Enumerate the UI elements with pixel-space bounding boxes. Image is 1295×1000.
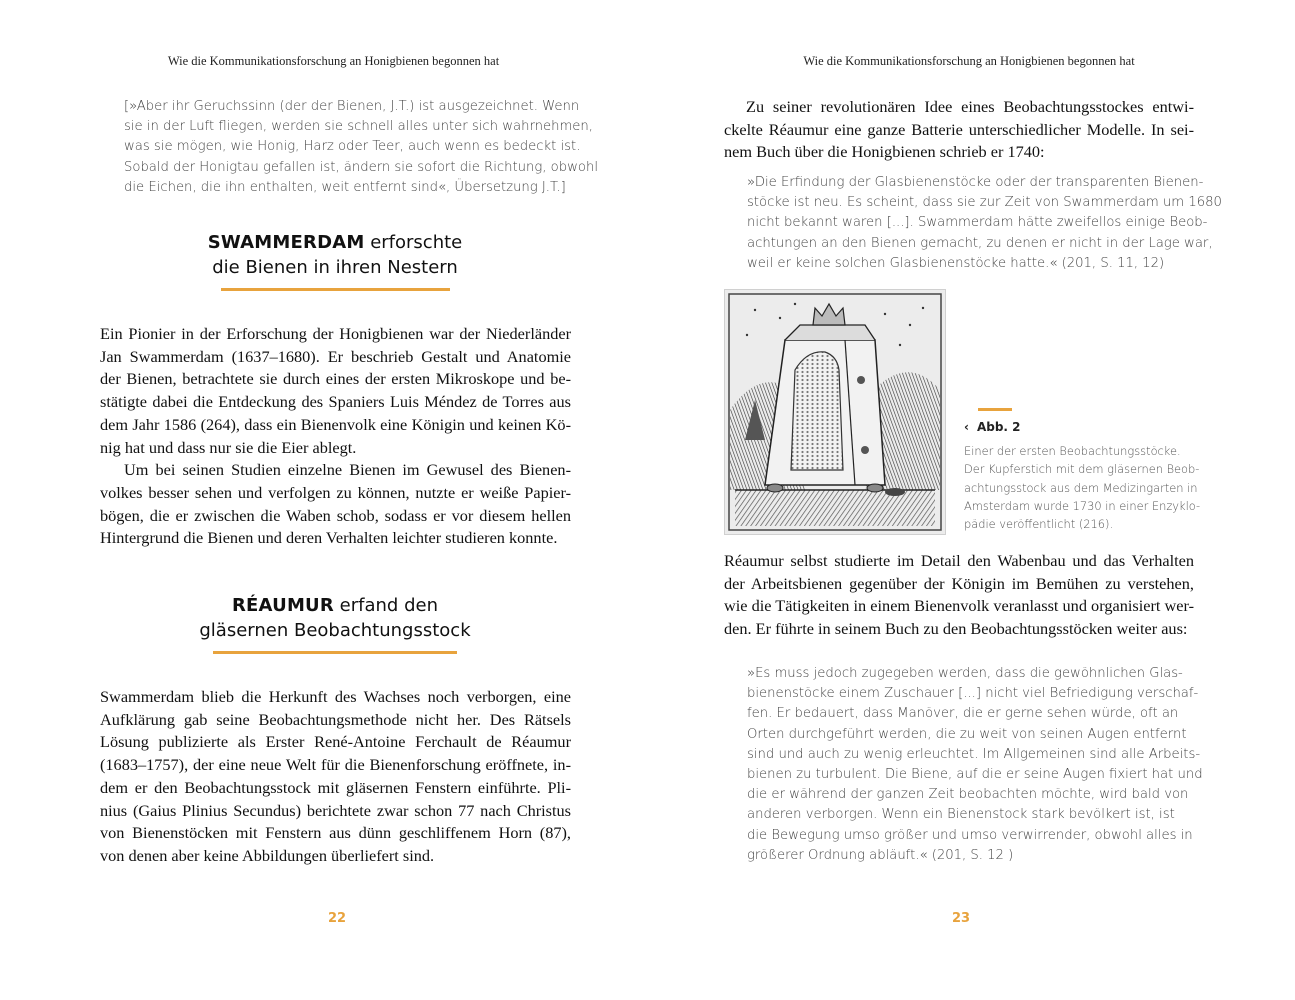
text-line: stätigte dabei die Entdeckung des Spaniers Luis Méndez de Torres aus bbox=[100, 392, 571, 412]
quote-line: die Bewegung umso größer und umso verwirrender, obwohl alles in bbox=[747, 827, 1193, 843]
quote-line: anderen verborgen. Wenn ein Bienenstock stark bevölkert ist, ist bbox=[747, 807, 1175, 823]
left-page bbox=[0, 0, 647, 1000]
quote-line: sind und auch zu wenig erleuchtet. Im Allgemeinen sind alle Arbeits- bbox=[747, 746, 1201, 762]
quote-line: »Die Erfindung der Glasbienenstöcke oder der transparenten Bienen- bbox=[747, 175, 1204, 190]
quote-line: bienenstöcke einem Zuschauer [...] nicht viel Befriedigung verschaf- bbox=[747, 686, 1199, 702]
quote-line: nicht bekannt waren [...]. Swammerdam hätte zweifellos einige Beob- bbox=[747, 215, 1208, 231]
right-page bbox=[647, 0, 1295, 1000]
text-line: nig hat und dass nur sie die Eier ablegt. bbox=[100, 437, 357, 457]
text-line: volkes besser sehen und verfolgen zu können, nutzte er weiße Papier- bbox=[100, 482, 571, 502]
caption-arrow-icon: ‹ bbox=[964, 420, 969, 434]
text-line: der Arbeitsbienen gegenüber der Königin im Bemühen zu verstehen, bbox=[724, 573, 1194, 593]
text-line: von denen aber keine Abbildungen überliefert sind. bbox=[100, 845, 435, 865]
quote-line: weil er keine solchen Glasbienenstöcke hatte.« (201, S. 11, 12) bbox=[747, 255, 1165, 271]
quote-line: achtungen an den Bienen gemacht, zu denen er nicht in der Lage war, bbox=[747, 235, 1213, 251]
opening-quote bbox=[124, 97, 598, 198]
quote-line: »Es muss jedoch zugegeben werden, dass die gewöhnlichen Glas- bbox=[747, 666, 1183, 681]
text-line: nem Buch über die Honigbienen schrieb er 1740: bbox=[724, 142, 1045, 162]
caption-line: Einer der ersten Beobachtungsstöcke. bbox=[964, 444, 1181, 458]
text-line: bögen, die er zwischen die Waben schob, sodass er vor diesem hellen bbox=[100, 505, 571, 525]
text-line: nius (Gaius Plinius Secundus) berichtete zwar schon 77 nach Christus bbox=[100, 800, 571, 820]
text-line: von Bienenstöcken mit Fenstern aus dünn geschliffenem Horn (87), bbox=[100, 823, 571, 843]
heading-bold-word: RÉAUMUR bbox=[232, 595, 334, 616]
text-line: dem Jahr 1586 (264), dass ein Bienenvolk eine Königin und keinen Kö- bbox=[100, 414, 571, 434]
text-line: der Bienen, betrachtete sie durch eines der ersten Mikroskope und be- bbox=[100, 369, 571, 389]
heading-underline bbox=[213, 651, 457, 654]
text-line: Réaumur selbst studierte im Detail den Wabenbau und das Verhalten bbox=[724, 551, 1194, 570]
text-line: Ein Pionier in der Erforschung der Honigbienen war der Niederländer bbox=[100, 324, 571, 343]
quote-line: Sobald der Honigtau gefallen ist, ändern sie sofort die Richtung, obwohl bbox=[124, 159, 598, 175]
heading-underline bbox=[221, 288, 450, 291]
text-line: wie die Tätigkeiten in einem Bienenvolk veranlasst und organisiert wer- bbox=[724, 596, 1194, 616]
text-line: Swammerdam blieb die Herkunft des Wachses noch verborgen, eine bbox=[100, 687, 571, 706]
figure-observation-hive-engraving bbox=[724, 289, 946, 535]
caption-line: achtungsstock aus dem Medizingarten in bbox=[964, 480, 1198, 495]
quote-glass-hives bbox=[747, 173, 1222, 274]
running-head-right: Wie die Kommunikationsforschung an Honigbienen begonnen hat bbox=[803, 54, 1135, 68]
heading-bold-word: SWAMMERDAM bbox=[207, 232, 365, 253]
quote-line: Orten durchgeführt werden, die zu weit von seinen Augen entfernt bbox=[747, 726, 1187, 742]
quote-line: fen. Er bedauert, dass Manöver, die er gerne sehen würde, oft an bbox=[747, 706, 1179, 722]
figure-caption bbox=[964, 442, 1200, 533]
caption-line: pädie veröffentlicht (216). bbox=[964, 517, 1114, 532]
text-line: Um bei seinen Studien einzelne Bienen im Gewusel des Bienen- bbox=[124, 460, 571, 480]
section-heading-swammerdam bbox=[160, 230, 510, 291]
paragraph-intro bbox=[724, 96, 1194, 164]
section-heading-reaumur bbox=[160, 593, 510, 654]
figure-label bbox=[964, 420, 1021, 434]
quote-line: sie in der Luft fliegen, werden sie schnell alles unter sich wahrnehmen, bbox=[124, 119, 593, 135]
quote-line: stöcke ist neu. Es scheint, dass sie zur Zeit von Swammerdam um 1680 bbox=[747, 195, 1222, 211]
text-line: Aufklärung gab seine Beobachtungsmethode nicht her. Des Rätsels bbox=[100, 709, 571, 729]
text-line: Hintergrund die Bienen und deren Verhalten leichter studieren konnte. bbox=[100, 528, 558, 548]
text-line: ckelte Réaumur eine ganze Batterie unterschiedlicher Modelle. In sei- bbox=[724, 119, 1194, 139]
figure-number: Abb. 2 bbox=[976, 420, 1021, 434]
text-line: Zu seiner revolutionären Idee eines Beobachtungsstockes entwi- bbox=[746, 97, 1194, 116]
heading-line1-rest: erfand den bbox=[333, 595, 438, 616]
quote-observation bbox=[747, 664, 1203, 866]
paragraph-swammerdam bbox=[100, 323, 571, 550]
quote-line: die er während der ganzen Zeit beobachten möchte, wird bald von bbox=[747, 787, 1189, 803]
quote-line: größerer Ordnung abläuft.« (201, S. 12 ) bbox=[747, 847, 1014, 863]
page-number-left: 22 bbox=[328, 911, 347, 926]
engraving-illustration bbox=[725, 290, 945, 534]
text-line: dem er den Beobachtungsstock mit gläsernen Fenstern einführte. Pli- bbox=[100, 777, 571, 797]
caption-line: Amsterdam wurde 1730 in einer Enzyklo- bbox=[964, 498, 1201, 513]
text-line: Jan Swammerdam (1637–1680). Er beschrieb Gestalt und Anatomie bbox=[100, 346, 571, 366]
text-line: den. Er führte in seinem Buch zu den Beobachtungsstöcken weiter aus: bbox=[724, 619, 1188, 639]
page-number-right: 23 bbox=[952, 911, 971, 926]
paragraph-reaumur bbox=[100, 686, 571, 868]
quote-line: bienen zu turbulent. Die Biene, auf die er seine Augen fixiert hat und bbox=[747, 767, 1203, 783]
heading-line1-rest: erforschte bbox=[364, 232, 463, 253]
quote-line: die Eichen, die ihn enthalten, weit entfernt sind«, Übersetzung J.T.] bbox=[124, 179, 566, 195]
paragraph-reaumur-studies bbox=[724, 550, 1194, 641]
text-line: Lösung publizierte als Erster René-Antoine Ferchault de Réaumur bbox=[100, 732, 571, 752]
running-head-left: Wie die Kommunikationsforschung an Honigbienen begonnen hat bbox=[167, 54, 500, 68]
heading-line2: die Bienen in ihren Nestern bbox=[212, 257, 458, 278]
text-line: (1683–1757), der eine neue Welt für die Bienenforschung eröffnete, in- bbox=[100, 755, 571, 775]
heading-line2: gläsernen Beobachtungsstock bbox=[199, 620, 471, 641]
quote-line: was sie mögen, wie Honig, Harz oder Teer, auch wenn es bedeckt ist. bbox=[124, 139, 581, 155]
caption-line: Der Kupferstich mit dem gläsernen Beob- bbox=[964, 462, 1200, 477]
quote-line: [»Aber ihr Geruchssinn (der der Bienen, J.T.) ist ausgezeichnet. Wenn bbox=[124, 99, 580, 114]
caption-accent-rule bbox=[978, 408, 1012, 411]
